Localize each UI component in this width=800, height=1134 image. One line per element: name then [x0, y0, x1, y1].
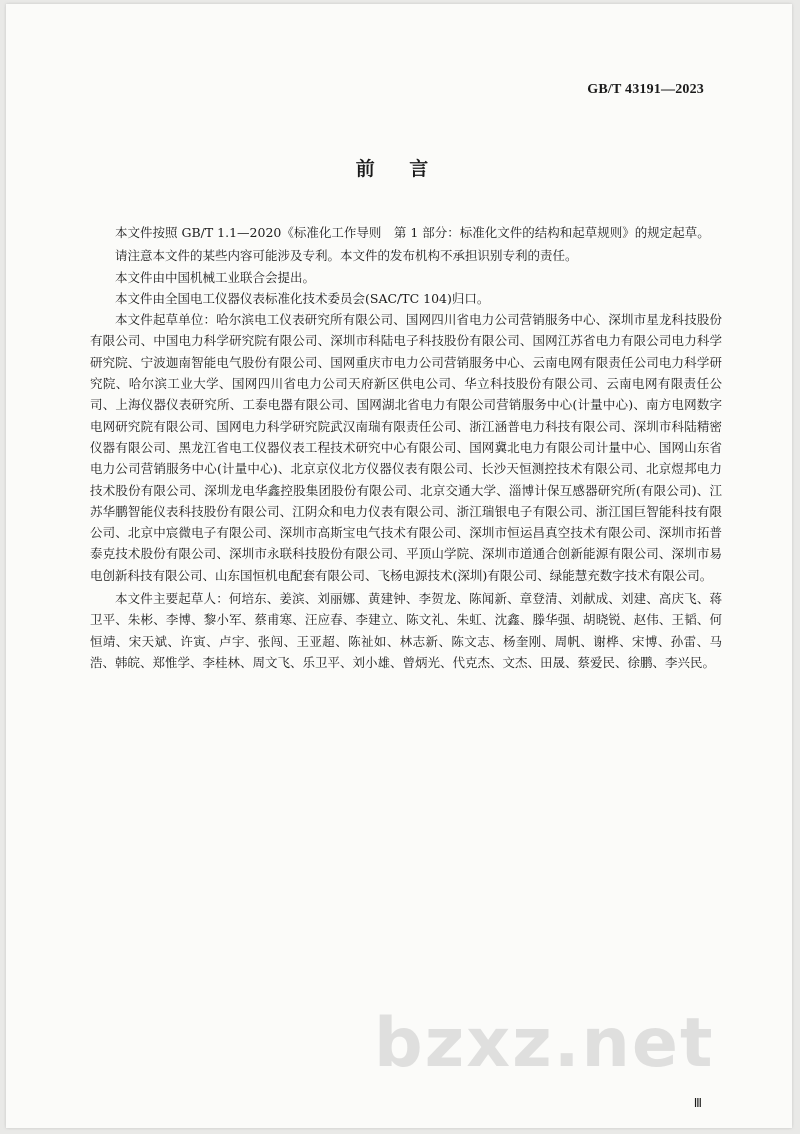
standard-code: GB/T 43191—2023 [587, 82, 704, 97]
page-number: Ⅲ [693, 1096, 702, 1110]
foreword-body [90, 222, 722, 673]
paragraph-drafting-rules: 本文件按照 GB/T 1.1—2020《标准化工作导则 第 1 部分：标准化文件的结构和起草规则》的规定起草。 [115, 225, 710, 240]
paragraph-technical-committee: 本文件由全国电工仪器仪表标准化技术委员会(SAC/TC 104)归口。 [115, 290, 490, 306]
document-page [6, 4, 792, 1128]
paragraph-patent-notice: 请注意本文件的某些内容可能涉及专利。本文件的发布机构不承担识别专利的责任。 [115, 248, 578, 264]
page-title: 前 言 [355, 158, 443, 180]
paragraph-drafting-units: 本文件起草单位：哈尔滨电工仪表研究所有限公司、国网四川省电力公司营销服务中心、深圳市星龙科技股份有限公司、中国电力科学研究院有限公司、深圳市科陆电子科技股份有限公司、国网江苏省电力有限公司电力科学研究院、宁波迦南智能电气股份有限公司、国网重庆市电力公司营销服务中心、云南电网有限责任公司电力科学研究院、哈尔滨工业大学、国网四川省电力公司天府新区供电公司、华立科技股份有限公司、云南电网有限责任公司、上海仪器仪表研究所、工泰电器有限公司、国网湖北省电力有限公司营销服务中心(计量中心)、南方电网数字电网研究院有限公司、国网电力科学研究院武汉南瑞有限责任公司、浙江涵普电力科技有限公司、深圳市科陆精密仪器有限公司、黑龙江省电工仪器仪表工程技术研究中心有限公司、国网冀北电力有限公司计量中心、国网山东省电力公司营销服务中心(计量中心)、北京京仪北方仪器仪表有限公司、长沙天恒测控技术有限公司、北京煜邦电力技术股份有限公司、深圳龙电华鑫控股集团股份有限公司、北京交通大学、淄博计保互感器研究所(有限公司)、江苏华鹏智能仪表科技股份有限公司、江阴众和电力仪表有限公司、浙江瑞银电子有限公司、浙江国巨智能科技有限公司、北京中宸微电子有限公司、深圳市高斯宝电气技术有限公司、深圳市恒运昌真空技术有限公司、深圳市拓普泰克技术股份有限公司、深圳市永联科技股份有限公司、平顶山学院、深圳市道通合创新能源有限公司、深圳市易电创新科技有限公司、山东国恒机电配套有限公司、飞杨电源技术(深圳)有限公司、绿能慧充数字技术有限公司。 [90, 312, 722, 583]
paragraph-proposer: 本文件由中国机械工业联合会提出。 [115, 269, 316, 285]
watermark: bzxz.net [374, 1004, 715, 1083]
paragraph-drafters: 本文件主要起草人：何培东、姜滨、刘丽娜、黄建钟、李贺龙、陈闻新、章登清、刘献成、刘建、高庆飞、蒋卫平、朱彬、李博、黎小军、蔡甫寒、汪应春、李建立、陈文礼、朱虹、沈鑫、滕华强、胡晓锐、赵伟、王韬、何恒靖、宋天斌、许寅、卢宇、张闯、王亚超、陈祉如、林志新、陈文志、杨奎刚、周帆、谢桦、宋博、孙雷、马浩、韩皖、郑惟学、李桂林、周文飞、乐卫平、刘小雄、曾炳光、代克杰、文杰、田晟、蔡爱民、徐鹏、李兴民。 [90, 591, 722, 670]
